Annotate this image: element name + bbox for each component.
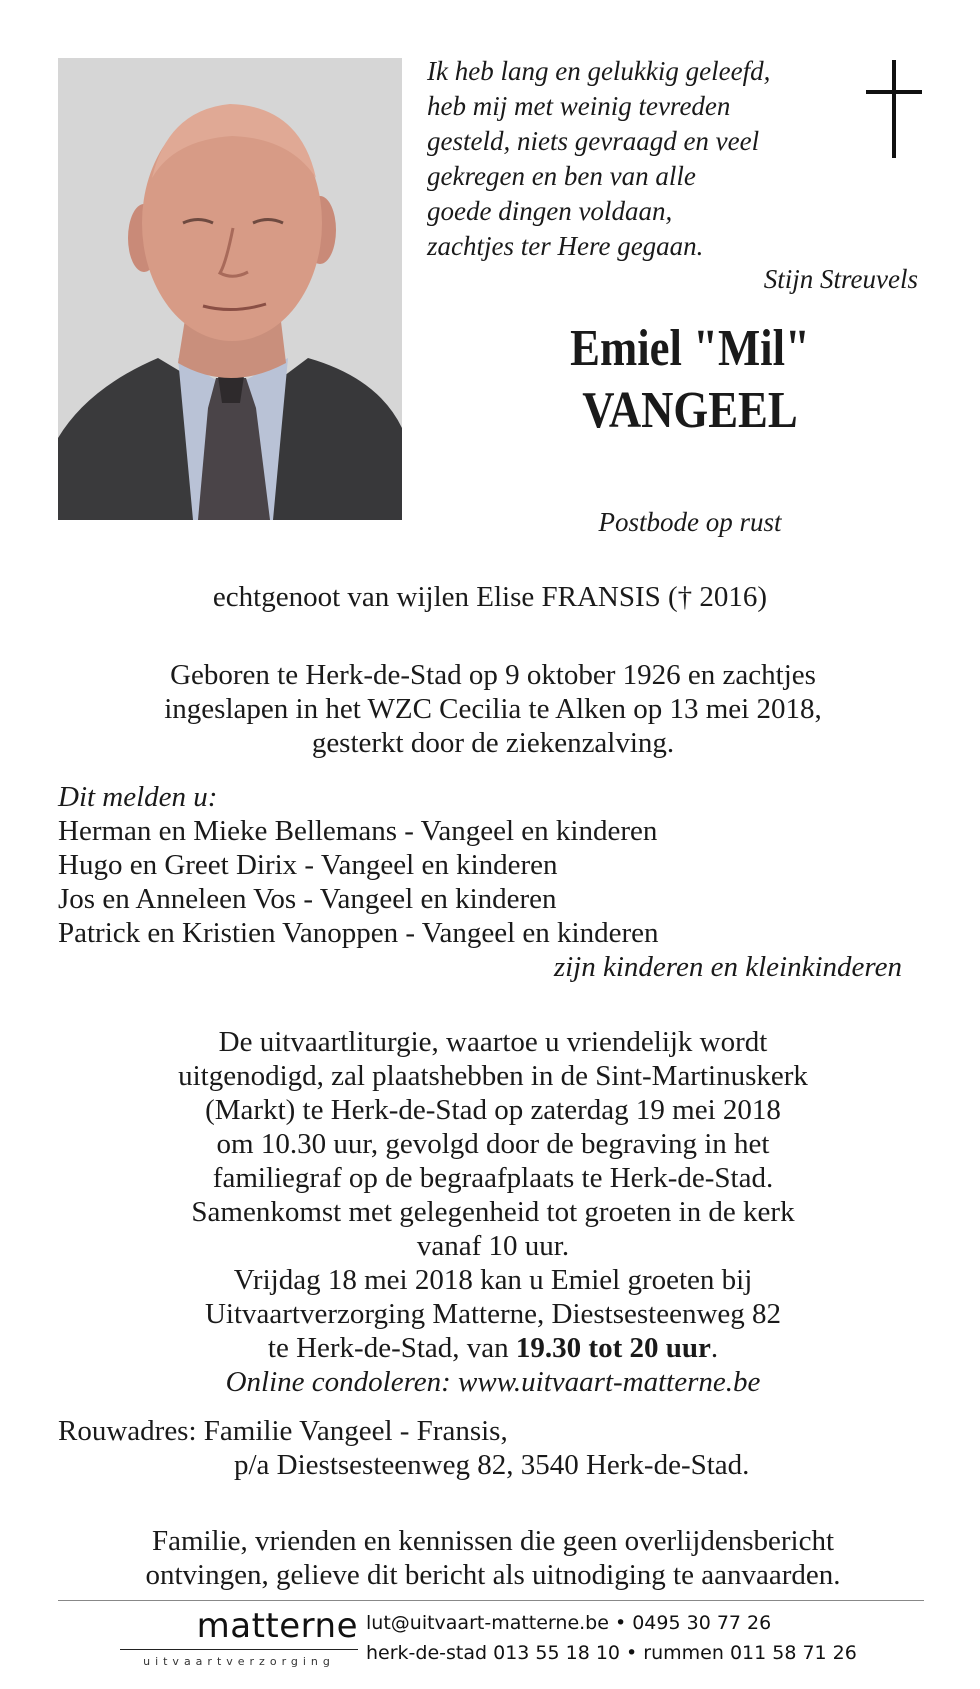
funeral-line: Uitvaartverzorging Matterne, Diestsesteenweg 82 <box>204 1298 782 1330</box>
address-line-2: p/a Diestsesteenweg 82, 3540 Herk-de-Stad. <box>234 1449 750 1481</box>
logo-underline <box>120 1649 358 1650</box>
deceased-last-name: VANGEEL <box>582 382 798 439</box>
quote-line: heb mij met weinig tevreden <box>427 91 731 121</box>
quote-line: Ik heb lang en gelukkig geleefd, <box>427 56 771 86</box>
cross-icon <box>866 60 922 158</box>
footer-divider <box>58 1600 924 1601</box>
contact-info <box>366 1608 926 1668</box>
notice-text <box>58 1524 928 1592</box>
contact-line-1: lut@uitvaart-matterne.be • 0495 30 77 26 <box>366 1612 772 1634</box>
quote-line: gekregen en ben van alle <box>427 161 696 191</box>
occupation: Postbode op rust <box>598 507 782 537</box>
funeral-details <box>58 1025 928 1399</box>
mourning-address <box>58 1414 928 1482</box>
contact-line-2: herk-de-stad 013 55 18 10 • rummen 011 58 71 26 <box>366 1642 857 1664</box>
funeral-line: vanaf 10 uur. <box>416 1230 570 1262</box>
deceased-first-name: Emiel "Mil" <box>570 320 810 377</box>
portrait-photo <box>58 58 402 520</box>
announcers-closing: zijn kinderen en kleinkinderen <box>553 951 902 983</box>
quote-line: goede dingen voldaan, <box>427 196 673 226</box>
quote-line: zachtjes ter Here gegaan. <box>427 231 704 261</box>
online-condolences: Online condoleren: www.uitvaart-matterne.be <box>225 1366 761 1398</box>
visitation-suffix: . <box>710 1332 719 1364</box>
funeral-line: Samenkomst met gelegenheid tot groeten in de kerk <box>191 1196 795 1228</box>
quote-line: gesteld, niets gevraagd en veel <box>427 126 760 156</box>
deceased-name <box>509 318 870 442</box>
portrait-illustration <box>58 58 402 520</box>
announcer-name: Jos en Anneleen Vos - Vangeel en kinderen <box>58 883 557 915</box>
birth-death-text <box>58 658 928 760</box>
poem-quote <box>427 54 927 264</box>
notice-line: ontvingen, gelieve dit bericht als uitnodiging te aanvaarden. <box>145 1559 841 1591</box>
birth-death-line: gesterkt door de ziekenzalving. <box>311 727 675 759</box>
funeral-line: uitgenodigd, zal plaatshebben in de Sint-Martinuskerk <box>178 1060 808 1092</box>
spouse-line: echtgenoot van wijlen Elise FRANSIS († 2016) <box>212 581 768 613</box>
visitation-line <box>58 1331 928 1365</box>
announcer-name: Patrick en Kristien Vanoppen - Vangeel en kinderen <box>58 917 659 949</box>
announcer-name: Herman en Mieke Bellemans - Vangeel en kinderen <box>58 815 658 847</box>
notice-line: Familie, vrienden en kennissen die geen overlijdensbericht <box>151 1525 835 1557</box>
funeral-line: De uitvaartliturgie, waartoe u vriendelijk wordt <box>218 1026 768 1058</box>
birth-death-line: Geboren te Herk-de-Stad op 9 oktober 1926 en zachtjes <box>170 659 816 691</box>
birth-death-line: ingeslapen in het WZC Cecilia te Alken op 13 mei 2018, <box>164 693 822 725</box>
visitation-prefix: te Herk-de-Stad, van <box>267 1332 516 1364</box>
company-logo-subtitle: uitvaartverzorging <box>143 1655 335 1668</box>
announcers <box>58 780 928 984</box>
announcer-name: Hugo en Greet Dirix - Vangeel en kinderen <box>58 849 558 881</box>
quote-author: Stijn Streuvels <box>763 264 918 294</box>
announcers-intro: Dit melden u: <box>58 781 218 813</box>
visitation-time: 19.30 tot 20 uur <box>515 1332 711 1364</box>
funeral-line: (Markt) te Herk-de-Stad op zaterdag 19 mei 2018 <box>205 1094 781 1126</box>
funeral-line: familiegraf op de begraafplaats te Herk-de-Stad. <box>212 1162 774 1194</box>
address-line-1: Rouwadres: Familie Vangeel - Fransis, <box>58 1415 508 1447</box>
funeral-line: om 10.30 uur, gevolgd door de begraving in het <box>216 1128 770 1160</box>
funeral-line: Vrijdag 18 mei 2018 kan u Emiel groeten bij <box>233 1264 753 1296</box>
company-logo: matterne <box>196 1606 358 1646</box>
